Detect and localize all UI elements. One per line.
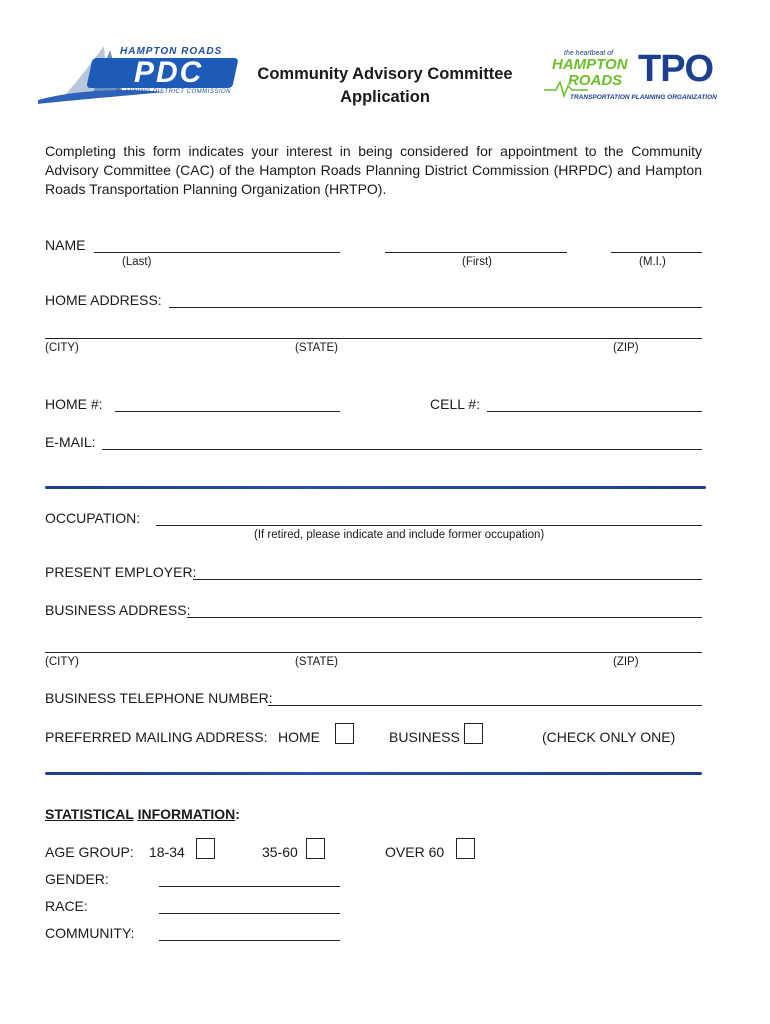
- email-label: E-MAIL:: [45, 434, 96, 450]
- mailing-home-label: HOME: [278, 729, 320, 745]
- community-field[interactable]: [159, 922, 340, 941]
- business-address-field[interactable]: [187, 599, 702, 618]
- business-city-caption: (CITY): [45, 656, 79, 668]
- intro-paragraph: Completing this form indicates your interest in being considered for appointment to the Community Advisory Committee (CAC) of the Hampton Roads Planning District Commission (HRPDC) and Hampton Roads Transportation Planning Organization (HRTPO).: [45, 143, 702, 197]
- form-title-line1: Community Advisory Committee: [257, 65, 513, 83]
- home-phone-label: HOME #:: [45, 396, 103, 412]
- age-option-35-60-label: 35-60: [262, 844, 298, 860]
- home-state-caption: (STATE): [295, 342, 339, 354]
- business-zip-caption: (ZIP): [613, 656, 639, 668]
- tpo-logo: [544, 48, 740, 108]
- form-title-line2: Application: [340, 88, 430, 106]
- occupation-field[interactable]: [156, 507, 702, 526]
- age-35-60-checkbox[interactable]: [306, 838, 325, 859]
- pdc-logo: [34, 42, 244, 108]
- employer-label: PRESENT EMPLOYER:: [45, 564, 197, 580]
- home-phone-field[interactable]: [115, 393, 340, 412]
- occupation-hint: (If retired, please indicate and include former occupation): [254, 529, 545, 541]
- business-state-caption: (STATE): [295, 656, 339, 668]
- employer-field[interactable]: [193, 561, 702, 580]
- first-name-field[interactable]: [385, 234, 567, 253]
- mailing-business-label: BUSINESS: [389, 729, 460, 745]
- cell-phone-label: CELL #:: [430, 396, 481, 412]
- statistical-heading-word2: INFORMATION: [137, 806, 236, 822]
- age-over-60-checkbox[interactable]: [456, 838, 475, 859]
- section-divider-2: [45, 772, 702, 775]
- business-city-state-zip-field[interactable]: [45, 634, 702, 653]
- race-label: RACE:: [45, 898, 88, 914]
- tpo-name-1: HAMPTON: [552, 56, 628, 73]
- last-name-caption: (Last): [122, 256, 152, 268]
- age-group-label: AGE GROUP:: [45, 844, 134, 860]
- statistical-heading-word1: STATISTICAL: [45, 806, 134, 822]
- home-address-field[interactable]: [169, 289, 702, 308]
- gender-label: GENDER:: [45, 871, 109, 887]
- cell-phone-field[interactable]: [487, 393, 702, 412]
- section-divider: [45, 486, 706, 489]
- statistical-heading: [45, 806, 240, 822]
- tpo-sub-text: TRANSPORTATION PLANNING ORGANIZATION: [570, 94, 717, 101]
- community-label: COMMUNITY:: [45, 925, 135, 941]
- home-zip-caption: (ZIP): [613, 342, 639, 354]
- email-field[interactable]: [102, 431, 702, 450]
- mailing-home-checkbox[interactable]: [335, 723, 354, 744]
- tpo-name-2: ROADS: [568, 72, 623, 89]
- form-title: [240, 63, 530, 109]
- mailing-label: PREFERRED MAILING ADDRESS:: [45, 729, 268, 745]
- statistical-heading-colon: :: [235, 806, 240, 822]
- middle-initial-field[interactable]: [611, 234, 702, 253]
- tpo-tagline: the heartbeat of: [564, 50, 614, 57]
- pdc-logo-top-text: HAMPTON ROADS: [120, 46, 223, 57]
- age-option-18-34-label: 18-34: [149, 844, 185, 860]
- business-phone-field[interactable]: [268, 687, 702, 706]
- business-phone-label: BUSINESS TELEPHONE NUMBER:: [45, 690, 273, 706]
- home-city-state-zip-field[interactable]: [45, 320, 702, 339]
- pdc-logo-main-text: PDC: [134, 56, 204, 89]
- home-city-caption: (CITY): [45, 342, 79, 354]
- mailing-business-checkbox[interactable]: [464, 723, 483, 744]
- home-address-label: HOME ADDRESS:: [45, 292, 162, 308]
- race-field[interactable]: [159, 895, 340, 914]
- age-18-34-checkbox[interactable]: [196, 838, 215, 859]
- tpo-main-text: TPO: [638, 48, 714, 90]
- middle-initial-caption: (M.I.): [639, 256, 666, 268]
- name-label: NAME: [45, 237, 86, 253]
- age-option-over-60-label: OVER 60: [385, 844, 445, 860]
- gender-field[interactable]: [159, 868, 340, 887]
- business-address-label: BUSINESS ADDRESS:: [45, 602, 191, 618]
- first-name-caption: (First): [462, 256, 493, 268]
- mailing-note: (CHECK ONLY ONE): [542, 729, 676, 745]
- last-name-field[interactable]: [94, 234, 340, 253]
- occupation-label: OCCUPATION:: [45, 510, 141, 526]
- pdc-logo-sub-text: PLANNING DISTRICT COMMISSION: [116, 89, 232, 95]
